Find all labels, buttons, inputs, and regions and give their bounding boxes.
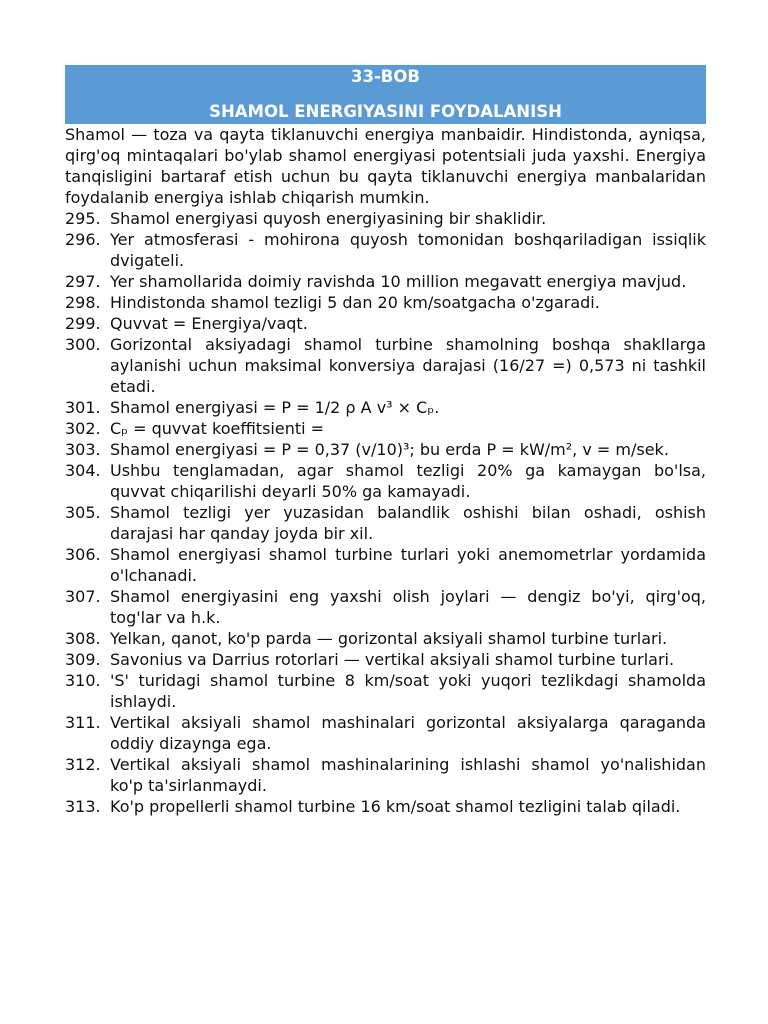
list-item [65, 586, 706, 628]
list-item [65, 670, 706, 712]
list-item [65, 754, 706, 796]
list-item-text: Yelkan, qanot, ko'p parda — gorizontal aksiyali shamol turbine turlari. [110, 629, 668, 648]
list-item-text: Vertikal aksiyali shamol mashinalari gorizontal aksiyalarga qaraganda oddiy dizaynga ega. [110, 713, 706, 753]
list-item-text: Yer shamollarida doimiy ravishda 10 million megavatt energiya mavjud. [110, 272, 687, 291]
list-item-text: Shamol energiyasi shamol turbine turlari yoki anemometrlar yordamida o'lchanadi. [110, 545, 706, 585]
list-item [65, 313, 706, 334]
list-item [65, 271, 706, 292]
list-item-number: 311. [65, 713, 101, 732]
list-item-number: 298. [65, 293, 101, 312]
list-item-number: 303. [65, 440, 101, 459]
list-item [65, 418, 706, 439]
list-item [65, 397, 706, 418]
list-item-number: 307. [65, 587, 101, 606]
list-item [65, 292, 706, 313]
list-item-text: Hindistonda shamol tezligi 5 dan 20 km/soatgacha o'zgaradi. [110, 293, 600, 312]
list-item-number: 299. [65, 314, 101, 333]
list-item [65, 229, 706, 271]
list-item-text: Yer atmosferasi - mohirona quyosh tomonidan boshqariladigan issiqlik dvigateli. [110, 230, 706, 270]
chapter-number: 33-BOB [351, 67, 420, 86]
list-item-text: Quvvat = Energiya/vaqt. [110, 314, 308, 333]
list-item-text: Vertikal aksiyali shamol mashinalarining ishlashi shamol yo'nalishidan ko'p ta'sirlanmaydi. [110, 755, 706, 795]
list-item-number: 308. [65, 629, 101, 648]
list-item [65, 460, 706, 502]
list-item-text: Shamol energiyasi quyosh energiyasining bir shaklidir. [110, 209, 547, 228]
list-item [65, 334, 706, 397]
chapter-title: SHAMOL ENERGIYASINI FOYDALANISH [209, 102, 562, 121]
intro-paragraph: Shamol — toza va qayta tiklanuvchi energiya manbaidir. Hindistonda, ayniqsa, qirg'oq mintaqalari bo'ylab shamol energiyasi potentsiali juda yaxshi. Energiya tanqisligini bartaraf etish uchun bu qayta tiklanuvchi energiya manbalaridan foydalanib energiya ishlab chiqarish mumkin. [65, 125, 706, 207]
list-item-number: 302. [65, 419, 101, 438]
list-item [65, 649, 706, 670]
list-item-number: 313. [65, 797, 101, 816]
list-item-text: Shamol energiyasi = P = 0,37 (v/10)³; bu erda P = kW/m², v = m/sek. [110, 440, 669, 459]
list-item-number: 309. [65, 650, 101, 669]
list-item-number: 306. [65, 545, 101, 564]
list-item [65, 544, 706, 586]
list-item-number: 312. [65, 755, 101, 774]
list-item-text: Shamol energiyasini eng yaxshi olish joylari — dengiz bo'yi, qirg'oq, tog'lar va h.k. [110, 587, 706, 627]
list-item-text: Ko'p propellerli shamol turbine 16 km/soat shamol tezligini talab qiladi. [110, 797, 681, 816]
list-item-text: 'S' turidagi shamol turbine 8 km/soat yoki yuqori tezlikdagi shamolda ishlaydi. [110, 671, 706, 711]
list-item [65, 502, 706, 544]
numbered-list [65, 208, 706, 817]
document-page [65, 65, 706, 817]
list-item [65, 796, 706, 817]
list-item-number: 304. [65, 461, 101, 480]
list-item-number: 310. [65, 671, 101, 690]
list-item-text: Savonius va Darrius rotorlari — vertikal aksiyali shamol turbine turlari. [110, 650, 675, 669]
chapter-header [65, 65, 706, 124]
list-item-number: 295. [65, 209, 101, 228]
list-item-number: 301. [65, 398, 101, 417]
list-item-number: 300. [65, 335, 101, 354]
list-item [65, 439, 706, 460]
list-item [65, 208, 706, 229]
list-item-number: 305. [65, 503, 101, 522]
list-item-text: Ushbu tenglamadan, agar shamol tezligi 20% ga kamaygan bo'lsa, quvvat chiqarilishi deyarli 50% ga kamayadi. [110, 461, 706, 501]
list-item [65, 712, 706, 754]
list-item [65, 628, 706, 649]
list-item-number: 297. [65, 272, 101, 291]
list-item-text: Shamol tezligi yer yuzasidan balandlik oshishi bilan oshadi, oshish darajasi har qanday joyda bir xil. [110, 503, 706, 543]
list-item-text: Cₚ = quvvat koeffitsienti = [110, 419, 325, 438]
list-item-text: Shamol energiyasi = P = 1/2 ρ A v³ × Cₚ. [110, 398, 440, 417]
list-item-text: Gorizontal aksiyadagi shamol turbine shamolning boshqa shakllarga aylanishi uchun maksimal konversiya darajasi (16/27 =) 0,573 ni tashkil etadi. [110, 335, 706, 396]
list-item-number: 296. [65, 230, 101, 249]
